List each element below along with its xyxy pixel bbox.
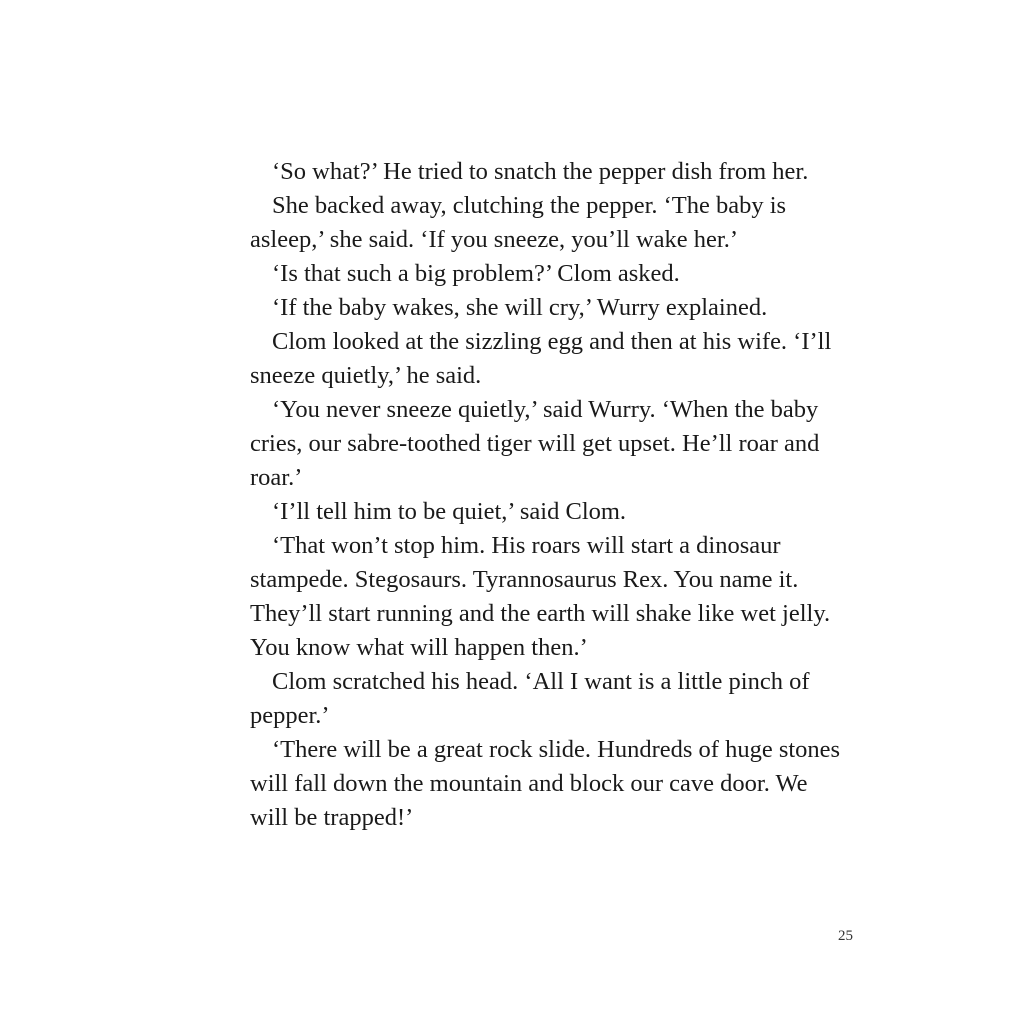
paragraph: ‘I’ll tell him to be quiet,’ said Clom. bbox=[272, 498, 627, 525]
paragraph: ‘There will be a great rock slide. Hundreds of huge stones will fall down the mountain and block our cave door. We will be trapped!’ bbox=[250, 736, 841, 831]
paragraph: ‘So what?’ He tried to snatch the pepper dish from her. bbox=[272, 158, 809, 185]
paragraph: ‘That won’t stop him. His roars will start a dinosaur stampede. Stegosaurs. Tyrannosaurus Rex. You name it. They’ll start running and the earth will shake like wet jelly. You know what will happen then.’ bbox=[250, 532, 831, 661]
story-text bbox=[250, 155, 850, 835]
paragraph: ‘Is that such a big problem?’ Clom asked. bbox=[272, 260, 680, 287]
page-number: 25 bbox=[838, 928, 853, 944]
paragraph: Clom looked at the sizzling egg and then at his wife. ‘I’ll sneeze quietly,’ he said. bbox=[250, 328, 832, 389]
paragraph: ‘If the baby wakes, she will cry,’ Wurry explained. bbox=[272, 294, 768, 321]
paragraph: ‘You never sneeze quietly,’ said Wurry. ‘When the baby cries, our sabre-toothed tiger will get upset. He’ll roar and roar.’ bbox=[250, 396, 820, 491]
paragraph: Clom scratched his head. ‘All I want is a little pinch of pepper.’ bbox=[250, 668, 810, 729]
paragraph: She backed away, clutching the pepper. ‘The baby is asleep,’ she said. ‘If you sneeze, you’ll wake her.’ bbox=[250, 192, 787, 253]
